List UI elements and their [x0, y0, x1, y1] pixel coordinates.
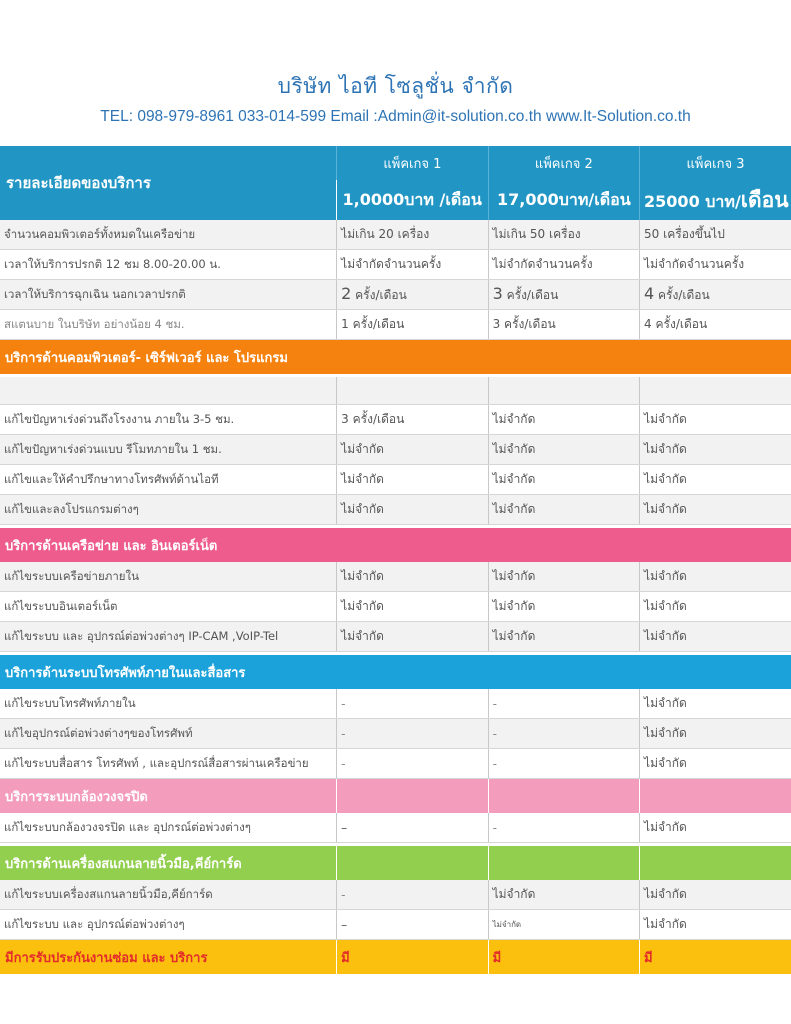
table-title: รายละเอียดของบริการ — [0, 146, 337, 220]
cell-value: ไม่จำกัด — [337, 435, 488, 465]
cell-value: ไม่จำกัด — [640, 749, 791, 779]
warranty-value: มี — [640, 940, 791, 975]
cell-value: - — [488, 689, 639, 719]
row-label: แก้ไขระบบโทรศัพท์ภายใน — [0, 689, 337, 719]
row-label: แก้ไขระบบเครือข่ายภายใน — [0, 562, 337, 592]
package-name: แพ็คเกจ 1 — [337, 146, 488, 180]
package-price: 1,0000บาท /เดือน — [337, 180, 488, 220]
warranty-label: มีการรับประกันงานซ่อม และ บริการ — [0, 940, 337, 975]
section-header-computer — [0, 340, 791, 375]
table-row — [0, 813, 791, 843]
cell-value: - — [337, 719, 488, 749]
cell-value: ไม่จำกัด — [488, 495, 639, 525]
section-header-phone — [0, 655, 791, 689]
contact-info: TEL: 098-979-8961 033-014-599 Email :Admin@it-solution.co.th www.It-Solution.co.th — [100, 108, 691, 125]
cell-value: 50 เครื่องขึ้นไป — [640, 220, 791, 250]
table-header-row — [0, 146, 791, 180]
package-price: 25000 บาท/เดือน — [640, 180, 791, 220]
cell-value: 3 ครั้ง/เดือน — [337, 405, 488, 435]
row-label: แก้ไขระบบกล้องวงจรปิด และ อุปกรณ์ต่อพ่วงต่างๆ — [0, 813, 337, 843]
table-row — [0, 465, 791, 495]
cell-value: ไม่จำกัด — [488, 622, 639, 652]
cell-value: ไม่จำกัด — [640, 813, 791, 843]
table-row — [0, 719, 791, 749]
cell-value: ไม่จำกัด — [640, 689, 791, 719]
row-label: แก้ไขและให้คำปรึกษาทางโทรศัพท์ด้านไอที — [0, 465, 337, 495]
row-label: เวลาให้บริการฉุกเฉิน นอกเวลาปรกติ — [0, 280, 337, 310]
cell-value: ไม่จำกัด — [488, 592, 639, 622]
cell-value: ไม่จำกัดจำนวนครั้ง — [488, 250, 639, 280]
cell-value: ไม่จำกัดจำนวนครั้ง — [337, 250, 488, 280]
table-row — [0, 689, 791, 719]
cell-value: 4 ครั้ง/เดือน — [640, 310, 791, 340]
table-row — [0, 250, 791, 280]
company-name: บริษัท ไอที โซลูชั่น จำกัด — [277, 74, 514, 98]
row-label: แก้ไขระบบ และ อุปกรณ์ต่อพ่วงต่างๆ — [0, 910, 337, 940]
row-label: แก้ไขระบบอินเตอร์เน็ต — [0, 592, 337, 622]
cell-value: ไม่จำกัด — [640, 910, 791, 940]
cell-value: - — [488, 719, 639, 749]
cell-value: – — [337, 910, 488, 940]
service-package-table — [0, 146, 791, 974]
cell-value: ไม่เกิน 50 เครื่อง — [488, 220, 639, 250]
table-row — [0, 910, 791, 940]
cell-value: ไม่จำกัด — [640, 405, 791, 435]
section-title: บริการด้านเครือข่าย และ อินเตอร์เน็ต — [0, 528, 791, 562]
row-label: แก้ไขอุปกรณ์ต่อพ่วงต่างๆของโทรศัพท์ — [0, 719, 337, 749]
row-label: แก้ไขระบบเครื่องสแกนลายนิ้วมือ,คีย์การ์ด — [0, 880, 337, 910]
section-title: บริการด้านเครื่องสแกนลายนิ้วมือ,คีย์การ์ด — [0, 846, 337, 880]
table-row — [0, 220, 791, 250]
cell-value: 4 ครั้ง/เดือน — [640, 280, 791, 310]
cell-value: ไม่จำกัด — [488, 465, 639, 495]
cell-value: ไม่จำกัดจำนวนครั้ง — [640, 250, 791, 280]
cell-value: 3 ครั้ง/เดือน — [488, 310, 639, 340]
cell-value: ไม่จำกัด — [640, 880, 791, 910]
cell-value: 1 ครั้ง/เดือน — [337, 310, 488, 340]
section-header-network — [0, 528, 791, 562]
cell-value: ไม่จำกัด — [337, 562, 488, 592]
package-price: 17,000บาท/เดือน — [488, 180, 639, 220]
table-row — [0, 435, 791, 465]
cell-value: ไม่จำกัด — [640, 435, 791, 465]
cell-value: ไม่จำกัด — [640, 562, 791, 592]
row-label: แก้ไขปัญหาเร่งด่วนถึงโรงงาน ภายใน 3-5 ชม. — [0, 405, 337, 435]
table-row — [0, 405, 791, 435]
warranty-row — [0, 940, 791, 975]
section-title: บริการด้านคอมพิวเตอร์- เซิร์ฟเวอร์ และ โปรแกรม — [0, 340, 791, 375]
cell-value: - — [337, 880, 488, 910]
cell-value: 2 ครั้ง/เดือน — [337, 280, 488, 310]
table-row — [0, 622, 791, 652]
section-title: บริการระบบกล้องวงจรปิด — [0, 779, 337, 814]
cell-value: ไม่จำกัด — [640, 465, 791, 495]
table-row — [0, 280, 791, 310]
row-label: แก้ไขและลงโปรแกรมต่างๆ — [0, 495, 337, 525]
empty-row — [0, 377, 791, 405]
package-name: แพ็คเกจ 2 — [488, 146, 639, 180]
row-label: จำนวนคอมพิวเตอร์ทั้งหมดในเครือข่าย — [0, 220, 337, 250]
row-label: แก้ไขระบบสื่อสาร โทรศัพท์ , และอุปกรณ์สื่อสารผ่านเครือข่าย — [0, 749, 337, 779]
cell-value: ไม่จำกัด — [337, 465, 488, 495]
table-row — [0, 880, 791, 910]
cell-value: ไม่จำกัด — [640, 592, 791, 622]
cell-value: ไม่จำกัด — [488, 435, 639, 465]
cell-value: ไม่จำกัด — [640, 622, 791, 652]
section-header-scanner — [0, 846, 791, 880]
cell-value: - — [337, 749, 488, 779]
row-label: แก้ไขระบบ และ อุปกรณ์ต่อพ่วงต่างๆ IP-CAM ,VoIP-Tel — [0, 622, 337, 652]
cell-value: ไม่จำกัด — [337, 592, 488, 622]
cell-value: ไม่จำกัด — [337, 622, 488, 652]
section-header-cctv — [0, 779, 791, 814]
cell-value: 3 ครั้ง/เดือน — [488, 280, 639, 310]
table-row — [0, 495, 791, 525]
cell-value: - — [488, 749, 639, 779]
cell-value: ไม่จำกัด — [640, 719, 791, 749]
row-label: เวลาให้บริการปรกติ 12 ชม 8.00-20.00 น. — [0, 250, 337, 280]
warranty-value: มี — [337, 940, 488, 975]
table-row — [0, 749, 791, 779]
row-label: สแตนบาย ในบริษัท อย่างน้อย 4 ชม. — [0, 310, 337, 340]
cell-value: ไม่จำกัด — [488, 562, 639, 592]
package-name: แพ็คเกจ 3 — [640, 146, 791, 180]
cell-value: ไม่จำกัด — [488, 405, 639, 435]
cell-value: – — [337, 813, 488, 843]
cell-value: ไม่จำกัด — [488, 880, 639, 910]
cell-value: - — [488, 813, 639, 843]
cell-value: ไม่จำกัด — [337, 495, 488, 525]
row-label: แก้ไขปัญหาเร่งด่วนแบบ รีโมทภายใน 1 ชม. — [0, 435, 337, 465]
section-title: บริการด้านระบบโทรศัพท์ภายในและสื่อสาร — [0, 655, 791, 689]
cell-value: - — [337, 689, 488, 719]
table-row — [0, 562, 791, 592]
cell-value: ไม่จำกัด — [488, 910, 639, 940]
warranty-value: มี — [488, 940, 639, 975]
table-row — [0, 310, 791, 340]
table-row — [0, 592, 791, 622]
cell-value: ไม่เกิน 20 เครื่อง — [337, 220, 488, 250]
cell-value: ไม่จำกัด — [640, 495, 791, 525]
